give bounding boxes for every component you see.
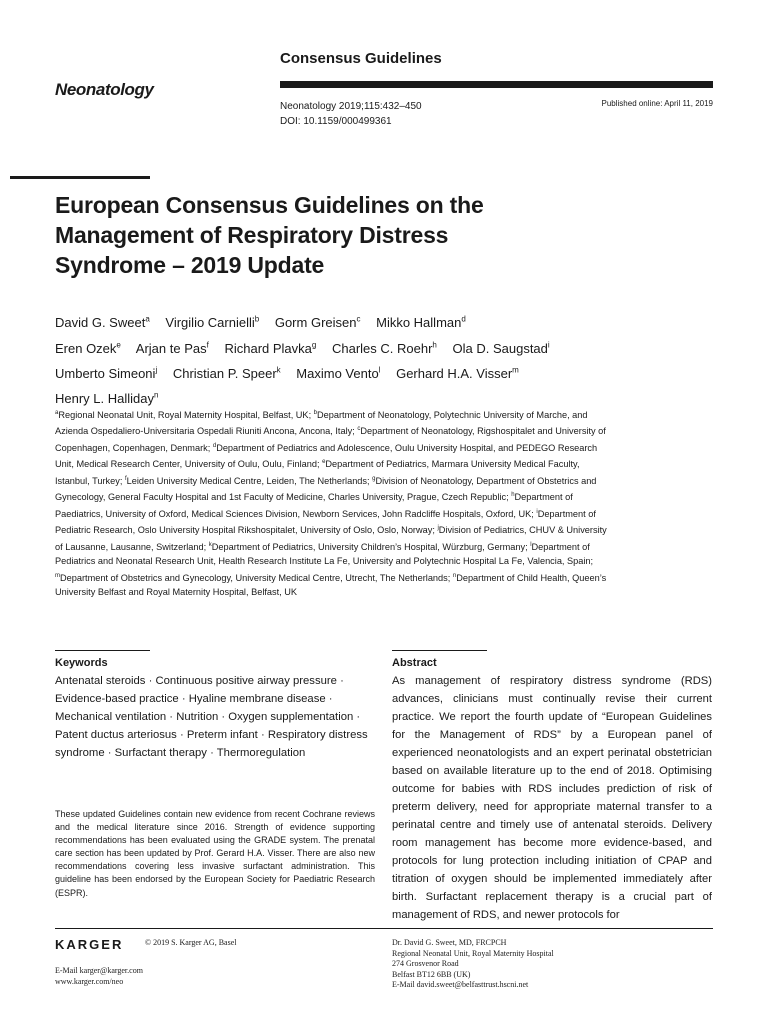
publisher-contact xyxy=(55,965,143,987)
correspondence-line: 274 Grosvenor Road xyxy=(392,959,459,969)
affiliation: Department of Pediatrics, University Children’s Hospital, Würzburg, Germany; xyxy=(211,541,531,552)
keywords-rule xyxy=(55,650,150,651)
copyright: © 2019 S. Karger AG, Basel xyxy=(145,938,237,947)
author-line xyxy=(55,309,655,334)
abstract-rule xyxy=(392,650,487,651)
author: Henry L. Halliday$^n$ xyxy=(55,390,159,407)
keywords-heading: Keywords xyxy=(55,657,108,669)
author: Maximo Vento$^l$ xyxy=(296,365,381,381)
author: Eren Ozek$^e$ xyxy=(55,340,121,356)
guideline-note: These updated Guidelines contain new evidence from recent Cochrane reviews and the medical literature since 2016. Strength of evidence supporting recommendations has been evaluated using the GRADE system. The prenatal care section has been updated by Prof. Gerard H.A. Visser. There are also new recommendations covering less invasive surfactant administration. This guideline has been endorsed by the European Society for Paediatric Research (ESPR). xyxy=(55,809,375,898)
publisher-logo: KARGER xyxy=(55,937,124,952)
author: Mikko Hallman$^d$ xyxy=(376,315,466,331)
affiliation: Regional Neonatal Unit, Royal Maternity Hospital, Belfast, UK; xyxy=(58,410,314,421)
keywords-text: Antenatal steroids · Continuous positive airway pressure · Evidence-based practice · Hyaline membrane disease · Mechanical ventilation · Nutrition · Oxygen supplementation · Patent ductus arteriosus · Preterm infant · Respiratory distress syndrome · Surfactant therapy · Thermoregulation xyxy=(55,675,368,759)
author: Gorm Greisen$^c$ xyxy=(274,315,361,331)
footer-rule xyxy=(55,928,713,929)
abstract-heading: Abstract xyxy=(392,657,437,669)
affiliation: Division of Pediatrics, CHUV & University of Lausanne, Lausanne, Switzerland; xyxy=(55,525,607,552)
author: Christian P. Speer$^k$ xyxy=(172,365,281,381)
author-line xyxy=(55,360,655,385)
affiliation: Division of Neonatology, Department of Obstetrics and Gynecology, General Faculty Hospital and 1st Faculty of Medicine, Charles University, Prague, Czech Republic; xyxy=(55,475,597,503)
author: Virgilio Carnielli$^b$ xyxy=(165,315,260,331)
author: Umberto Simeoni$^j$ xyxy=(55,365,158,381)
citation-block xyxy=(280,99,422,129)
author: David G. Sweet$^a$ xyxy=(55,315,150,331)
citation-line: Neonatology 2019;115:432–450 xyxy=(280,101,422,112)
author-line xyxy=(55,334,655,359)
correspondence-line: Dr. David G. Sweet, MD, FRCPCH xyxy=(392,938,507,947)
title-line: Management of Respiratory Distress xyxy=(55,222,449,248)
header-rule xyxy=(280,81,713,88)
author: Ola D. Saugstad$^i$ xyxy=(452,340,550,356)
author-list xyxy=(55,309,655,410)
affiliation: Department of Obstetrics and Gynecology, University Medical Centre, Utrecht, The Netherlands; xyxy=(60,572,453,583)
affiliation: Department of Pediatrics, Marmara University Medical Faculty, Istanbul, Turkey; xyxy=(55,459,580,486)
correspondence-line: Belfast BT12 6BB (UK) xyxy=(392,969,471,979)
publisher-website[interactable]: www.karger.com/neo xyxy=(55,977,124,986)
affiliation: Department of Pediatric Research, Oslo University Hospital Rikshospitalet, University of Oslo, Oslo, Norway; xyxy=(55,508,596,536)
affiliation: Department of Child Health, Queen’s University Belfast and Royal Maternity Hospital, Belfast, UK xyxy=(55,572,607,598)
author: Charles C. Roehr$^h$ xyxy=(331,340,437,356)
section-heading: Consensus Guidelines xyxy=(280,50,442,67)
affiliations: $^a$Regional Neonatal Unit, Royal Maternity Hospital, Belfast, UK; $^b$Department of Neonatology, Polytechnic University of Marche, and Azienda Ospedaliero-Universitaria Ospedali Riuniti Ancona, Ancona, Italy; $^c$Department of Neonatology, Rigshospitalet and University of Copenhagen, Copenhagen, Denmark; $^d$Department of Pediatrics and Adolescence, Oulu University Hospital, and PEDEGO Research Unit, Medical Research Center, University of Oulu, Oulu, Finland; $^e$Department of Pediatrics, Marmara University Medical Faculty, Istanbul, Turkey; $^f$Leiden University Medical Centre, Leiden, The Netherlands; $^g$Division of Neonatology, Department of Obstetrics and Gynecology, General Faculty Hospital and 1st Faculty of Medicine, Charles University, Prague, Czech Republic; $^h$Department of Paediatrics, University of Oxford, Medical Sciences Division, Newborn Services, John Radcliffe Hospitals, Oxford, UK; $^i$Department of Pediatric Research, Oslo University Hospital Rikshospitalet, University of Oslo, Oslo, Norway; $^j$Division of Pediatrics, CHUV & University of Lausanne, Lausanne, Switzerland; $^k$Department of Pediatrics, University Children’s Hospital, Würzburg, Germany; $^l$Department of Pediatrics and Neonatal Research Unit, Health Research Institute La Fe, University and Polytechnic Hospital La Fe, Valencia, Spain; $^m$Department of Obstetrics and Gynecology, University Medical Centre, Utrecht, The Netherlands; $^n$Department of Child Health, Queen’s University Belfast and Royal Maternity Hospital, Belfast, UK xyxy=(55,410,607,598)
affiliation: Department of Neonatology, Polytechnic University of Marche, and Azienda Ospedaliero-Universitaria Ospedali Riuniti Ancona, Ancona, Italy; xyxy=(55,410,588,437)
correspondence-line: Regional Neonatal Unit, Royal Maternity Hospital xyxy=(392,948,554,958)
title-line: European Consensus Guidelines on the xyxy=(55,192,484,218)
correspondence-address xyxy=(392,938,554,991)
doi-line: DOI: 10.1159/000499361 xyxy=(280,116,392,127)
author: Arjan te Pas$^f$ xyxy=(135,340,209,356)
affiliation: Department of Pediatrics and Neonatal Research Unit, Health Research Institute La Fe, University and Polytechnic Hospital La Fe, Valencia, Spain; xyxy=(55,541,594,567)
author: Richard Plavka$^g$ xyxy=(224,340,317,356)
affiliation: Department of Pediatrics and Adolescence, Oulu University Hospital, and PEDEGO Research Unit, Medical Research Center, University of Oulu, Oulu, Finland; xyxy=(55,443,598,470)
published-date: Published online: April 11, 2019 xyxy=(601,99,713,108)
correspondence-email[interactable]: E-Mail david.sweet@belfasttrust.hscni.net xyxy=(392,980,529,990)
title-line: Syndrome – 2019 Update xyxy=(55,252,325,278)
journal-logo: Neonatology xyxy=(55,80,154,99)
affiliation: Leiden University Medical Centre, Leiden, The Netherlands; xyxy=(126,475,373,486)
affiliation: Department of Paediatrics, University of Oxford, Medical Sciences Division, Newborn Services, John Radcliffe Hospitals, Oxford, UK; xyxy=(55,492,573,519)
abstract-text: As management of respiratory distress syndrome (RDS) advances, clinicians must continually revise their current practice. We report the fourth update of “European Guidelines for the Management of RDS” by a European panel of experienced neonatologists and an expert perinatal obstetrician based on available literature up to the end of 2018. Optimising outcome for babies with RDS includes prediction of risk of preterm delivery, need for appropriate maternal transfer to a perinatal centre and timely use of antenatal steroids. Delivery room management has become more evidence-based, and protocols for lung protection including initiation of CPAP and titration of oxygen should be implemented immediately after birth. Surfactant replacement therapy is a crucial part of management of RDS, and newer protocols for xyxy=(392,675,712,921)
title-rule xyxy=(10,176,150,179)
author: Gerhard H.A. Visser$^m$ xyxy=(396,365,519,381)
publisher-email[interactable]: E-Mail karger@karger.com xyxy=(55,966,143,975)
paper-title xyxy=(55,190,615,280)
affiliation: Department of Neonatology, Rigshospitalet and University of Copenhagen, Copenhagen, Denmark; xyxy=(55,426,606,453)
